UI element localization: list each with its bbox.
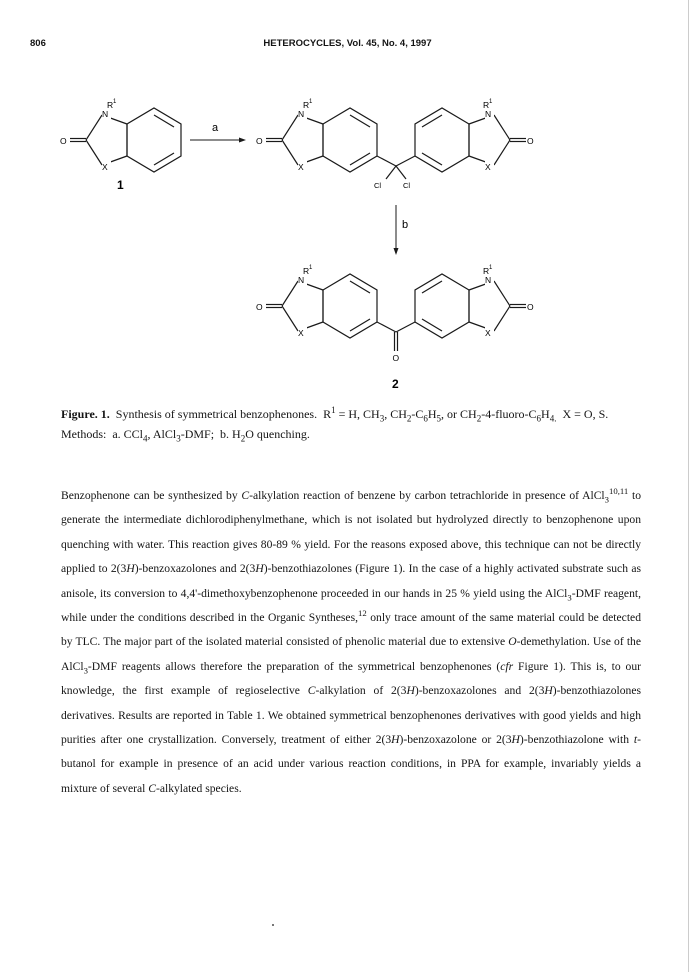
body-italic: C [307, 684, 316, 698]
reference-superscript: 10,11 [609, 486, 629, 497]
r1-sup-4: 1 [309, 265, 313, 271]
caption-subscript: 3 [176, 433, 181, 444]
body-italic: H [255, 562, 264, 576]
arrow-a-label: a [212, 122, 219, 134]
body-text: -demethylation. Use of the AlCl [61, 635, 642, 673]
compound-1-label: 1 [117, 178, 124, 192]
o-label-5: O [527, 302, 534, 312]
x-label-1: X [102, 162, 108, 172]
body-text: -DMF reagents allows therefore the preparation of the symmetrical benzophenones ( [87, 659, 501, 673]
caption-text: X = O, S. Methods: a. CCl [61, 407, 615, 441]
caption-subscript: 5 [436, 413, 442, 424]
body-italic: C [241, 489, 250, 502]
body-text: to generate the intermediate dichlorodiphenylmethane, which is not isolated but hydrolyzed directly to benzophenone upon quenching with water. This reaction gives 80-89 % yield. For the reasons exposed above, this technique can not be directly applied to 2(3 [61, 489, 642, 576]
o-label-3: O [527, 136, 534, 146]
caption-text: R [323, 407, 332, 421]
n-label-4: N [298, 275, 305, 285]
caption-title: Synthesis of symmetrical benzophenones. [115, 407, 318, 421]
x-label-2: X [298, 162, 304, 172]
body-italic: O [508, 635, 517, 649]
reference-superscript: 12 [358, 608, 367, 619]
body-italic: H [511, 733, 520, 747]
n-label-2: N [298, 109, 305, 119]
caption-subscript: 3 [379, 413, 385, 424]
caption-text: H [541, 407, 550, 421]
caption-superscript: 1 [331, 405, 336, 415]
body-italic: H [544, 684, 553, 698]
body-text: -alkylated species. [155, 781, 242, 795]
caption-text: , or CH [441, 407, 477, 421]
body-italic: H [391, 733, 400, 747]
r1-sup-5: 1 [489, 265, 493, 271]
o-label-4: O [256, 302, 263, 312]
body-text: Benzophenone can be synthesized by [61, 489, 242, 502]
body-text: )-benzothiazolones derivatives. Results are reported in Table 1. We obtained symmetrical benzophenones derivatives with good yields and high purities after one crystallization. Conversely, treatment of either 2(3 [61, 684, 641, 747]
o-label-1: O [60, 136, 67, 146]
o-label-2: O [256, 136, 263, 146]
cl-label-left: Cl [374, 181, 382, 190]
caption-text: , AlCl [147, 427, 177, 441]
cl-label-right: Cl [403, 181, 411, 190]
r1-label-3: R [483, 100, 490, 110]
n-label-3: N [485, 109, 492, 119]
caption-subscript: 6 [423, 413, 428, 424]
caption-subscript: 2 [406, 413, 412, 424]
r1-sup-1: 1 [113, 99, 117, 105]
scan-speck [272, 924, 274, 926]
caption-text: -4-fluoro-C [481, 407, 537, 421]
caption-subscript: 2 [476, 413, 482, 424]
o-label-carbonyl: O [392, 353, 400, 363]
arrow-b-label: b [402, 219, 409, 231]
body-subscript: 3 [567, 591, 572, 602]
r1-label-1: R [107, 100, 114, 110]
x-label-5: X [485, 328, 491, 338]
caption-text: O quenching. [245, 427, 310, 441]
body-paragraph [61, 484, 641, 801]
caption-subscript: 4. [549, 413, 557, 424]
running-head: HETEROCYCLES, Vol. 45, No. 4, 1997 [263, 38, 432, 49]
body-text: -DMF reagent, while under the conditions described in the Organic Syntheses, [61, 586, 641, 625]
body-text: only trace amount of the same material could be detected by TLC. The major part of the isolated material consisted of phenolic material due to extensive [61, 611, 641, 649]
body-subscript: 3 [604, 494, 609, 505]
compound-2-label: 2 [392, 377, 399, 391]
r1-label-5: R [483, 266, 490, 276]
body-text: )-benzoxazolone or 2(3 [399, 733, 512, 747]
caption-text: H [427, 407, 437, 421]
caption-text: -C [411, 407, 424, 421]
caption-subscript: 2 [240, 433, 246, 444]
body-text: -alkylation reaction of benzene by carbon tetrachloride in presence of AlCl [249, 489, 605, 502]
caption-text: -DMF; b. H [180, 427, 241, 441]
arrow-a-head [239, 138, 246, 143]
arrow-b-head [394, 248, 399, 255]
body-italic: t [633, 733, 638, 747]
n-label-1: N [102, 109, 109, 119]
body-text: )-benzothiazolone with [519, 733, 634, 747]
body-text: -butanol for example in presence of an acid under various reaction conditions, in PPA for example, invariably yields a mixture of several [61, 733, 641, 795]
page-edge-rule [688, 0, 689, 972]
r1-sup-2: 1 [309, 99, 313, 105]
body-text: )-benzoxazolones and 2(3 [414, 684, 545, 698]
caption-subscript: 6 [536, 413, 542, 424]
page-number: 806 [30, 38, 46, 49]
caption-subscript: 4 [143, 433, 148, 444]
body-italic: H [126, 562, 135, 576]
body-text: )-benzothiazolones (Figure 1). In the case of a highly activated substrate such as anisole, its conversion to 4,4'-dimethoxybenzophenone proceeded in our hands in 25 % yield using the AlCl [61, 562, 641, 600]
body-subscript: 3 [83, 665, 88, 676]
caption-text: = H, CH [335, 407, 380, 421]
caption-label: Figure. 1. [61, 407, 110, 421]
r1-label-2: R [303, 100, 310, 110]
caption-text: , CH [384, 407, 407, 421]
r1-label-4: R [303, 266, 310, 276]
body-italic: H [406, 684, 415, 698]
body-text: -alkylation of 2(3 [315, 684, 407, 698]
x-label-4: X [298, 328, 304, 338]
n-label-5: N [485, 275, 492, 285]
r1-sup-3: 1 [489, 99, 493, 105]
carbonyl-bridge [377, 322, 415, 351]
body-italic: C [148, 781, 156, 795]
dichloromethylene-bridge [377, 156, 415, 179]
body-text: Figure 1). This is, to our knowledge, the first example of regioselective [61, 659, 641, 698]
x-label-3: X [485, 162, 491, 172]
body-italic: cfr [500, 659, 514, 673]
body-text: )-benzoxazolones and 2(3 [134, 562, 256, 576]
figure-caption [61, 404, 641, 444]
